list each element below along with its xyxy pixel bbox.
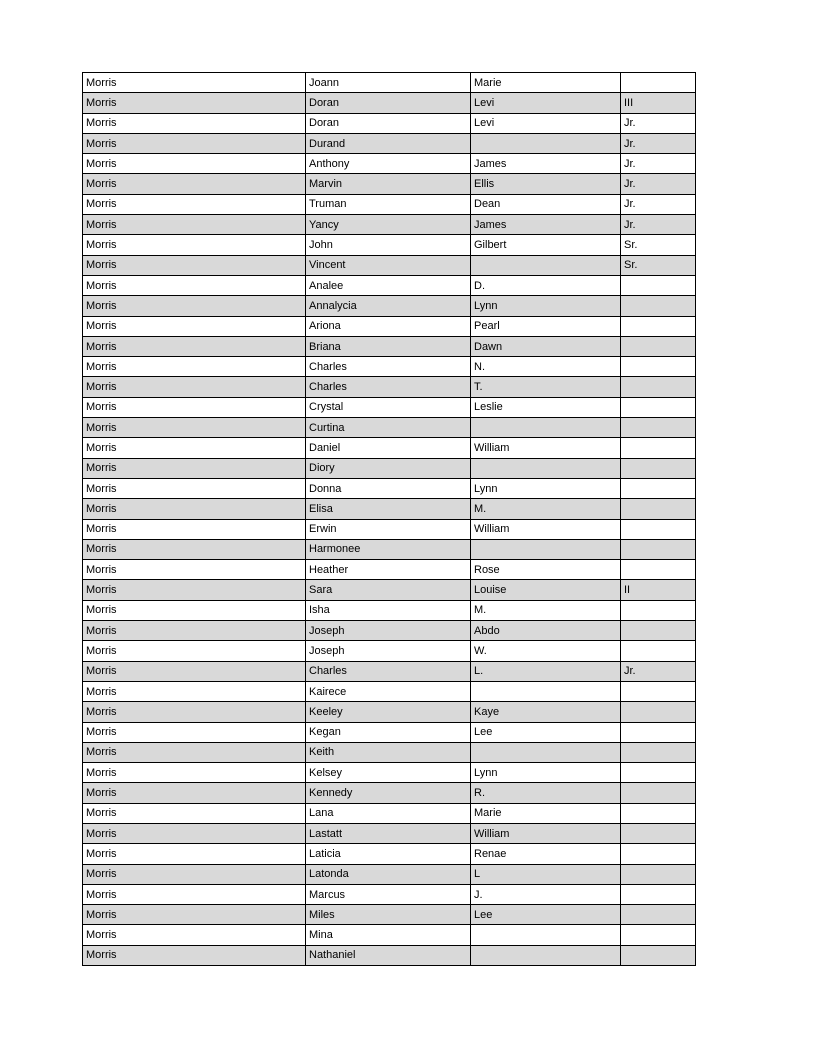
first-name-cell: Ariona	[306, 316, 471, 336]
table-row	[83, 73, 696, 93]
middle-name-cell: Rose	[471, 560, 621, 580]
last-name-cell: Morris	[83, 681, 306, 701]
middle-name-cell: William	[471, 823, 621, 843]
last-name-cell: Morris	[83, 235, 306, 255]
last-name-cell: Morris	[83, 621, 306, 641]
table-row	[83, 377, 696, 397]
middle-name-cell: Levi	[471, 93, 621, 113]
middle-name-cell: T.	[471, 377, 621, 397]
last-name-cell: Morris	[83, 397, 306, 417]
middle-name-cell: Lynn	[471, 763, 621, 783]
last-name-cell: Morris	[83, 803, 306, 823]
last-name-cell: Morris	[83, 884, 306, 904]
middle-name-cell	[471, 681, 621, 701]
suffix-cell	[621, 641, 696, 661]
name-table	[82, 72, 696, 966]
table-row	[83, 641, 696, 661]
middle-name-cell	[471, 742, 621, 762]
suffix-cell	[621, 884, 696, 904]
first-name-cell: Daniel	[306, 438, 471, 458]
suffix-cell	[621, 397, 696, 417]
table-row	[83, 93, 696, 113]
first-name-cell: Truman	[306, 194, 471, 214]
middle-name-cell: Levi	[471, 113, 621, 133]
suffix-cell	[621, 357, 696, 377]
first-name-cell: Marvin	[306, 174, 471, 194]
middle-name-cell: J.	[471, 884, 621, 904]
table-row	[83, 275, 696, 295]
table-row	[83, 560, 696, 580]
suffix-cell	[621, 864, 696, 884]
table-row	[83, 438, 696, 458]
first-name-cell: Kegan	[306, 722, 471, 742]
first-name-cell: Erwin	[306, 519, 471, 539]
table-row	[83, 905, 696, 925]
middle-name-cell: Marie	[471, 73, 621, 93]
middle-name-cell: R.	[471, 783, 621, 803]
suffix-cell	[621, 722, 696, 742]
last-name-cell: Morris	[83, 113, 306, 133]
last-name-cell: Morris	[83, 641, 306, 661]
last-name-cell: Morris	[83, 702, 306, 722]
table-row	[83, 925, 696, 945]
middle-name-cell: Dean	[471, 194, 621, 214]
table-row	[83, 945, 696, 965]
last-name-cell: Morris	[83, 925, 306, 945]
first-name-cell: Laticia	[306, 844, 471, 864]
table-row	[83, 154, 696, 174]
last-name-cell: Morris	[83, 418, 306, 438]
last-name-cell: Morris	[83, 154, 306, 174]
table-row	[83, 357, 696, 377]
middle-name-cell	[471, 458, 621, 478]
table-row	[83, 539, 696, 559]
table-row	[83, 681, 696, 701]
suffix-cell: Jr.	[621, 133, 696, 153]
suffix-cell	[621, 702, 696, 722]
first-name-cell: Joann	[306, 73, 471, 93]
suffix-cell	[621, 621, 696, 641]
suffix-cell: Jr.	[621, 661, 696, 681]
middle-name-cell	[471, 418, 621, 438]
table-row	[83, 215, 696, 235]
first-name-cell: John	[306, 235, 471, 255]
first-name-cell: Kennedy	[306, 783, 471, 803]
middle-name-cell: James	[471, 215, 621, 235]
first-name-cell: Annalycia	[306, 296, 471, 316]
middle-name-cell: Lynn	[471, 478, 621, 498]
first-name-cell: Lastatt	[306, 823, 471, 843]
middle-name-cell: L.	[471, 661, 621, 681]
suffix-cell	[621, 418, 696, 438]
first-name-cell: Durand	[306, 133, 471, 153]
middle-name-cell	[471, 255, 621, 275]
first-name-cell: Donna	[306, 478, 471, 498]
middle-name-cell: Dawn	[471, 336, 621, 356]
middle-name-cell	[471, 539, 621, 559]
last-name-cell: Morris	[83, 661, 306, 681]
suffix-cell	[621, 478, 696, 498]
first-name-cell: Anthony	[306, 154, 471, 174]
first-name-cell: Mina	[306, 925, 471, 945]
middle-name-cell: William	[471, 438, 621, 458]
last-name-cell: Morris	[83, 905, 306, 925]
last-name-cell: Morris	[83, 438, 306, 458]
first-name-cell: Vincent	[306, 255, 471, 275]
first-name-cell: Isha	[306, 600, 471, 620]
suffix-cell	[621, 458, 696, 478]
last-name-cell: Morris	[83, 377, 306, 397]
middle-name-cell: Pearl	[471, 316, 621, 336]
table-row	[83, 844, 696, 864]
table-row	[83, 316, 696, 336]
suffix-cell	[621, 438, 696, 458]
suffix-cell	[621, 600, 696, 620]
last-name-cell: Morris	[83, 763, 306, 783]
first-name-cell: Charles	[306, 661, 471, 681]
suffix-cell	[621, 539, 696, 559]
first-name-cell: Miles	[306, 905, 471, 925]
suffix-cell: Jr.	[621, 215, 696, 235]
last-name-cell: Morris	[83, 478, 306, 498]
first-name-cell: Yancy	[306, 215, 471, 235]
first-name-cell: Kairece	[306, 681, 471, 701]
first-name-cell: Charles	[306, 357, 471, 377]
first-name-cell: Heather	[306, 560, 471, 580]
first-name-cell: Curtina	[306, 418, 471, 438]
table-row	[83, 763, 696, 783]
table-row	[83, 783, 696, 803]
middle-name-cell	[471, 133, 621, 153]
first-name-cell: Joseph	[306, 641, 471, 661]
suffix-cell	[621, 803, 696, 823]
suffix-cell	[621, 377, 696, 397]
suffix-cell	[621, 560, 696, 580]
suffix-cell	[621, 783, 696, 803]
first-name-cell: Briana	[306, 336, 471, 356]
middle-name-cell	[471, 925, 621, 945]
table-row	[83, 478, 696, 498]
suffix-cell	[621, 73, 696, 93]
table-row	[83, 133, 696, 153]
last-name-cell: Morris	[83, 255, 306, 275]
first-name-cell: Latonda	[306, 864, 471, 884]
table-row	[83, 194, 696, 214]
last-name-cell: Morris	[83, 296, 306, 316]
first-name-cell: Crystal	[306, 397, 471, 417]
name-table-body	[83, 73, 696, 966]
suffix-cell: Jr.	[621, 113, 696, 133]
middle-name-cell: Renae	[471, 844, 621, 864]
middle-name-cell: L	[471, 864, 621, 884]
table-row	[83, 722, 696, 742]
suffix-cell	[621, 742, 696, 762]
table-row	[83, 255, 696, 275]
first-name-cell: Lana	[306, 803, 471, 823]
suffix-cell	[621, 519, 696, 539]
table-row	[83, 296, 696, 316]
first-name-cell: Kelsey	[306, 763, 471, 783]
middle-name-cell: M.	[471, 499, 621, 519]
last-name-cell: Morris	[83, 357, 306, 377]
table-row	[83, 600, 696, 620]
last-name-cell: Morris	[83, 945, 306, 965]
first-name-cell: Marcus	[306, 884, 471, 904]
suffix-cell	[621, 844, 696, 864]
first-name-cell: Analee	[306, 275, 471, 295]
suffix-cell: II	[621, 580, 696, 600]
suffix-cell: Jr.	[621, 154, 696, 174]
middle-name-cell: Lee	[471, 722, 621, 742]
middle-name-cell: James	[471, 154, 621, 174]
table-row	[83, 742, 696, 762]
suffix-cell	[621, 316, 696, 336]
suffix-cell: III	[621, 93, 696, 113]
first-name-cell: Nathaniel	[306, 945, 471, 965]
suffix-cell	[621, 925, 696, 945]
middle-name-cell: Louise	[471, 580, 621, 600]
last-name-cell: Morris	[83, 783, 306, 803]
last-name-cell: Morris	[83, 458, 306, 478]
middle-name-cell: Abdo	[471, 621, 621, 641]
suffix-cell	[621, 945, 696, 965]
suffix-cell: Sr.	[621, 255, 696, 275]
table-row	[83, 235, 696, 255]
table-row	[83, 418, 696, 438]
table-row	[83, 113, 696, 133]
table-row	[83, 803, 696, 823]
first-name-cell: Keeley	[306, 702, 471, 722]
middle-name-cell: Marie	[471, 803, 621, 823]
suffix-cell	[621, 763, 696, 783]
middle-name-cell: M.	[471, 600, 621, 620]
suffix-cell: Jr.	[621, 194, 696, 214]
first-name-cell: Harmonee	[306, 539, 471, 559]
suffix-cell	[621, 275, 696, 295]
middle-name-cell: Kaye	[471, 702, 621, 722]
middle-name-cell	[471, 945, 621, 965]
middle-name-cell: N.	[471, 357, 621, 377]
last-name-cell: Morris	[83, 600, 306, 620]
last-name-cell: Morris	[83, 194, 306, 214]
first-name-cell: Elisa	[306, 499, 471, 519]
first-name-cell: Sara	[306, 580, 471, 600]
last-name-cell: Morris	[83, 275, 306, 295]
first-name-cell: Doran	[306, 93, 471, 113]
suffix-cell: Sr.	[621, 235, 696, 255]
first-name-cell: Keith	[306, 742, 471, 762]
suffix-cell	[621, 823, 696, 843]
table-row	[83, 702, 696, 722]
table-row	[83, 519, 696, 539]
suffix-cell	[621, 499, 696, 519]
last-name-cell: Morris	[83, 519, 306, 539]
first-name-cell: Doran	[306, 113, 471, 133]
table-row	[83, 580, 696, 600]
last-name-cell: Morris	[83, 215, 306, 235]
last-name-cell: Morris	[83, 316, 306, 336]
table-row	[83, 661, 696, 681]
middle-name-cell: William	[471, 519, 621, 539]
last-name-cell: Morris	[83, 336, 306, 356]
table-row	[83, 397, 696, 417]
table-row	[83, 458, 696, 478]
table-row	[83, 336, 696, 356]
table-row	[83, 621, 696, 641]
suffix-cell	[621, 336, 696, 356]
suffix-cell: Jr.	[621, 174, 696, 194]
last-name-cell: Morris	[83, 73, 306, 93]
middle-name-cell: Leslie	[471, 397, 621, 417]
table-row	[83, 823, 696, 843]
last-name-cell: Morris	[83, 580, 306, 600]
last-name-cell: Morris	[83, 499, 306, 519]
first-name-cell: Diory	[306, 458, 471, 478]
last-name-cell: Morris	[83, 823, 306, 843]
table-row	[83, 499, 696, 519]
table-row	[83, 174, 696, 194]
middle-name-cell: Ellis	[471, 174, 621, 194]
middle-name-cell: Lee	[471, 905, 621, 925]
last-name-cell: Morris	[83, 864, 306, 884]
last-name-cell: Morris	[83, 742, 306, 762]
last-name-cell: Morris	[83, 93, 306, 113]
last-name-cell: Morris	[83, 560, 306, 580]
table-row	[83, 884, 696, 904]
middle-name-cell: Lynn	[471, 296, 621, 316]
last-name-cell: Morris	[83, 844, 306, 864]
last-name-cell: Morris	[83, 722, 306, 742]
last-name-cell: Morris	[83, 539, 306, 559]
middle-name-cell: Gilbert	[471, 235, 621, 255]
first-name-cell: Charles	[306, 377, 471, 397]
last-name-cell: Morris	[83, 133, 306, 153]
suffix-cell	[621, 905, 696, 925]
suffix-cell	[621, 681, 696, 701]
table-row	[83, 864, 696, 884]
middle-name-cell: D.	[471, 275, 621, 295]
last-name-cell: Morris	[83, 174, 306, 194]
middle-name-cell: W.	[471, 641, 621, 661]
suffix-cell	[621, 296, 696, 316]
first-name-cell: Joseph	[306, 621, 471, 641]
